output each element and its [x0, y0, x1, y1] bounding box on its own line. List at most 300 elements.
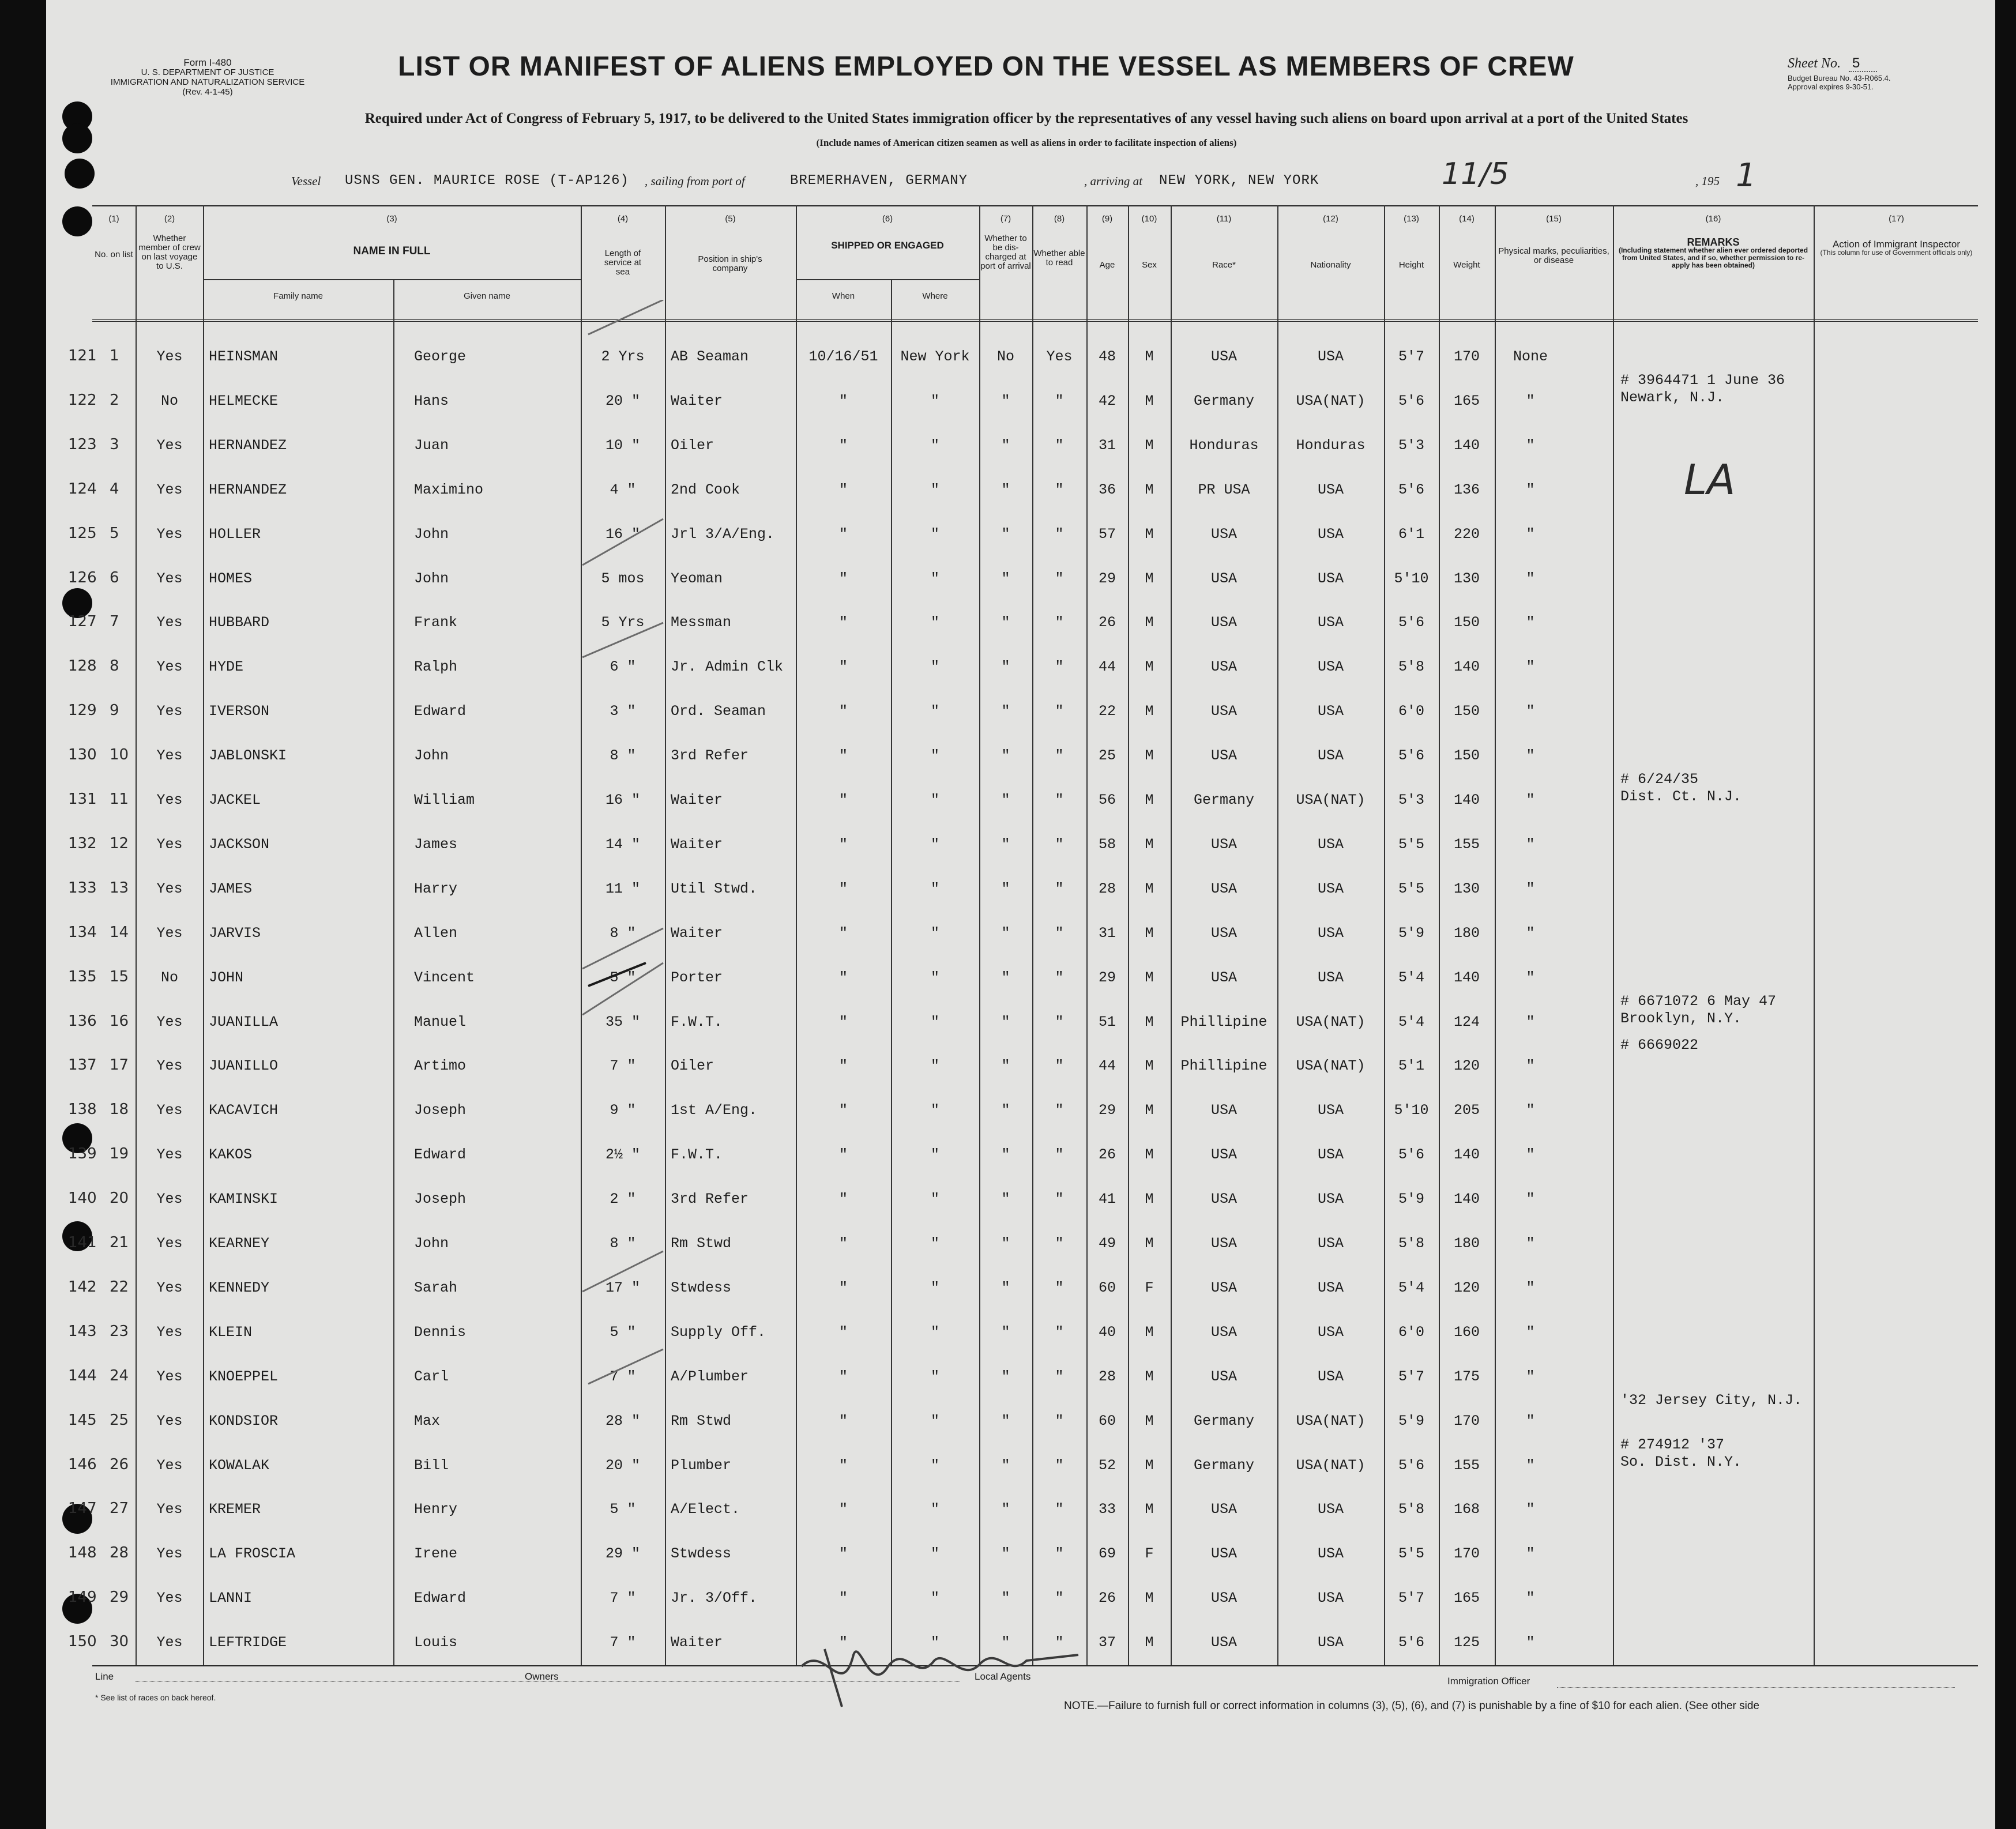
cell-where: "	[930, 1057, 939, 1074]
footer-penalty-note: NOTE.—Failure to furnish full or correct information in columns (3), (5), (6), and (7) is punishable by a fine of $10 for each alien. (See other side	[1064, 1700, 1759, 1712]
cell-read: "	[1055, 1146, 1064, 1163]
col2-num: (2)	[164, 214, 175, 224]
cell-given: Sarah	[414, 1279, 458, 1296]
cell-when: "	[838, 481, 848, 498]
cell-nat: USA	[1317, 526, 1344, 543]
form-number: Form I-480	[183, 57, 232, 68]
cell-disch: "	[1001, 437, 1010, 454]
cell-sex: M	[1145, 969, 1154, 986]
cell-phys: "	[1526, 1501, 1535, 1518]
line-number: 146	[68, 1456, 97, 1473]
cell-disch: "	[1001, 1324, 1010, 1341]
cell-service: 7 "	[610, 1057, 636, 1074]
cell-disch: "	[1001, 925, 1010, 942]
cell-height: 5'9	[1398, 1413, 1424, 1429]
cell-last: Yes	[156, 614, 183, 631]
cell-last: Yes	[156, 437, 183, 454]
cell-when: "	[838, 969, 848, 986]
cell-last: Yes	[156, 1146, 183, 1163]
cell-given: William	[414, 792, 475, 808]
cell-nat: USA	[1317, 1634, 1344, 1651]
line-number: 127	[68, 613, 97, 630]
col1-header	[92, 214, 136, 259]
cell-phys: "	[1526, 1368, 1535, 1385]
col-divider	[1814, 205, 1815, 1665]
cell-nat: USA	[1317, 747, 1344, 764]
cell-age: 26	[1098, 1590, 1116, 1606]
line-number: 122	[68, 392, 97, 409]
list-number: 16	[110, 1013, 129, 1030]
cell-disch: "	[1001, 1590, 1010, 1606]
line-number: 134	[68, 924, 97, 941]
cell-height: 5'8	[1398, 658, 1424, 675]
cell-family: HYDE	[209, 658, 244, 675]
cell-disch: "	[1001, 969, 1010, 986]
line-number: 129	[68, 702, 97, 719]
cell-weight: 165	[1453, 1590, 1480, 1606]
cell-weight: 140	[1453, 792, 1480, 808]
cell-weight: 180	[1453, 1235, 1480, 1252]
cell-service: 5 "	[610, 969, 636, 986]
cell-given: John	[414, 1235, 449, 1252]
cell-position: Yeoman	[671, 570, 723, 587]
cell-where: "	[930, 1634, 939, 1651]
cell-given: Edward	[414, 703, 467, 720]
cell-last: Yes	[156, 925, 183, 942]
where-header: Where	[922, 291, 948, 301]
punch-hole	[62, 123, 92, 153]
cell-height: 5'5	[1398, 1545, 1424, 1562]
cell-where: "	[930, 437, 939, 454]
cell-read: "	[1055, 1235, 1064, 1252]
cell-phys: "	[1526, 1634, 1535, 1651]
cell-nat: USA	[1317, 1235, 1344, 1252]
cell-age: 37	[1098, 1634, 1116, 1651]
cell-service: 10 "	[605, 437, 640, 454]
remarks-line: # 274912 '37	[1620, 1436, 1725, 1453]
cell-disch: "	[1001, 747, 1010, 764]
cell-last: Yes	[156, 1324, 183, 1341]
cell-when: "	[838, 1057, 848, 1074]
cell-when: "	[838, 1235, 848, 1252]
list-number: 9	[110, 702, 119, 719]
cell-given: Juan	[414, 437, 449, 454]
vessel-label: Vessel	[291, 174, 321, 188]
cell-last: Yes	[156, 1014, 183, 1030]
remarks-line: Brooklyn, N.Y.	[1620, 1010, 1742, 1027]
sheet-number	[1788, 55, 1877, 71]
cell-family: KNOEPPEL	[209, 1368, 279, 1385]
cell-where: "	[930, 836, 939, 853]
form-department: U. S. DEPARTMENT OF JUSTICE	[141, 67, 274, 77]
col13-header	[1385, 214, 1438, 270]
cell-read: "	[1055, 1014, 1064, 1030]
cell-last: Yes	[156, 836, 183, 853]
cell-family: HOMES	[209, 570, 253, 587]
col9-label: Age	[1099, 260, 1115, 270]
cell-weight: 150	[1453, 614, 1480, 631]
cell-height: 5'6	[1398, 747, 1424, 764]
col6-label: SHIPPED OR ENGAGED	[831, 240, 944, 251]
cell-sex: M	[1145, 747, 1154, 764]
cell-last: Yes	[156, 658, 183, 675]
line-number: 132	[68, 835, 97, 852]
cell-weight: 155	[1453, 1457, 1480, 1474]
cell-race: USA	[1210, 1368, 1237, 1385]
list-number: 4	[110, 480, 119, 498]
line-number: 125	[68, 525, 97, 542]
line-number: 148	[68, 1544, 97, 1561]
cell-disch: "	[1001, 1102, 1010, 1119]
cell-weight: 130	[1453, 570, 1480, 587]
cell-race: USA	[1210, 614, 1237, 631]
cell-height: 5'4	[1398, 1014, 1424, 1030]
cell-service: 8 "	[610, 1235, 636, 1252]
cell-when: "	[838, 1279, 848, 1296]
cell-weight: 170	[1453, 1545, 1480, 1562]
remarks-line: # 6671072 6 May 47	[1620, 993, 1777, 1010]
col13-num: (13)	[1404, 214, 1419, 224]
cell-age: 51	[1098, 1014, 1116, 1030]
line-number: 150	[68, 1633, 97, 1650]
cell-age: 58	[1098, 836, 1116, 853]
col-divider	[136, 205, 137, 1665]
line-number: 141	[68, 1234, 97, 1251]
cell-position: Rm Stwd	[671, 1235, 732, 1252]
col16-num: (16)	[1705, 214, 1721, 224]
cell-nat: USA	[1317, 925, 1344, 942]
list-number: 11	[110, 791, 129, 808]
list-number: 2	[110, 392, 119, 409]
cell-position: Jr. 3/Off.	[671, 1590, 758, 1606]
punch-hole	[65, 159, 95, 189]
cell-age: 29	[1098, 570, 1116, 587]
cell-given: Joseph	[414, 1102, 467, 1119]
cell-sex: M	[1145, 437, 1154, 454]
cell-read: "	[1055, 747, 1064, 764]
cell-disch: "	[1001, 1457, 1010, 1474]
col15-label: Physical marks, peculiarities, or disease	[1498, 246, 1609, 265]
cell-height: 5'5	[1398, 836, 1424, 853]
year-prefix: , 195	[1695, 174, 1720, 188]
cell-phys: "	[1526, 925, 1535, 942]
cell-nat: USA	[1317, 836, 1344, 853]
cell-phys: "	[1526, 880, 1535, 897]
col1-label: No. on list	[95, 250, 133, 259]
cell-height: 5'9	[1398, 925, 1424, 942]
col2-label: Whether member of crew on last voyage to U.S.	[138, 234, 201, 271]
cell-phys: "	[1526, 1279, 1535, 1296]
cell-family: KREMER	[209, 1501, 261, 1518]
cell-height: 6'0	[1398, 703, 1424, 720]
footer-line-label: Line	[95, 1671, 114, 1682]
cell-service: 28 "	[605, 1413, 640, 1429]
col9-header	[1088, 214, 1127, 270]
cell-sex: M	[1145, 481, 1154, 498]
cell-family: HOLLER	[209, 526, 261, 543]
line-number: 149	[68, 1589, 97, 1606]
cell-family: JACKSON	[209, 836, 270, 853]
cell-disch: "	[1001, 1191, 1010, 1207]
cell-family: KAKOS	[209, 1146, 253, 1163]
list-number: 17	[110, 1056, 129, 1074]
cell-family: IVERSON	[209, 703, 270, 720]
cell-height: 5'4	[1398, 969, 1424, 986]
cell-where: "	[930, 481, 939, 498]
col6-num: (6)	[882, 214, 893, 224]
table-top-rule	[92, 205, 1978, 206]
list-number: 22	[110, 1278, 129, 1296]
col17-num: (17)	[1889, 214, 1904, 224]
cell-position: Waiter	[671, 792, 723, 808]
cell-position: Messman	[671, 614, 732, 631]
cell-nat: USA	[1317, 570, 1344, 587]
col15-header	[1496, 214, 1612, 265]
cell-given: Manuel	[414, 1014, 467, 1030]
cell-given: Artimo	[414, 1057, 467, 1074]
cell-phys: "	[1526, 1191, 1535, 1207]
cell-where: "	[930, 969, 939, 986]
cell-last: Yes	[156, 1457, 183, 1474]
cell-height: 5'6	[1398, 1457, 1424, 1474]
cell-race: USA	[1210, 1102, 1237, 1119]
cell-when: "	[838, 1146, 848, 1163]
cell-where: "	[930, 1324, 939, 1341]
cell-phys: "	[1526, 836, 1535, 853]
cell-age: 52	[1098, 1457, 1116, 1474]
list-number: 3	[110, 436, 119, 453]
line-number: 142	[68, 1278, 97, 1296]
cell-sex: M	[1145, 1634, 1154, 1651]
cell-service: 7 "	[610, 1634, 636, 1651]
list-number: 27	[110, 1500, 129, 1517]
cell-disch: "	[1001, 1235, 1010, 1252]
cell-position: 3rd Refer	[671, 1191, 749, 1207]
list-number: 7	[110, 613, 119, 630]
cell-service: 9 "	[610, 1102, 636, 1119]
cell-read: "	[1055, 925, 1064, 942]
when-header: When	[832, 291, 855, 301]
line-number: 123	[68, 436, 97, 453]
col12-num: (12)	[1323, 214, 1338, 224]
cell-read: "	[1055, 1057, 1064, 1074]
cell-age: 44	[1098, 1057, 1116, 1074]
cell-last: Yes	[156, 526, 183, 543]
cell-disch: "	[1001, 1413, 1010, 1429]
budget-line-1: Budget Bureau No. 43-R065.4.	[1788, 74, 1891, 82]
cell-phys: "	[1526, 703, 1535, 720]
cell-service: 2½ "	[605, 1146, 640, 1163]
col5-header	[666, 214, 795, 273]
cell-position: 3rd Refer	[671, 747, 749, 764]
list-number: 10	[110, 746, 129, 763]
cell-height: 5'6	[1398, 1634, 1424, 1651]
cell-phys: "	[1526, 393, 1535, 409]
cell-nat: USA	[1317, 1324, 1344, 1341]
cell-service: 14 "	[605, 836, 640, 853]
cell-position: F.W.T.	[671, 1146, 723, 1163]
cell-position: Oiler	[671, 437, 714, 454]
cell-race: Germany	[1193, 1413, 1255, 1429]
cell-family: LEFTRIDGE	[209, 1634, 287, 1651]
cell-family: JOHN	[209, 969, 244, 986]
col7-label: Whether to be dis-charged at port of arrival	[980, 234, 1031, 271]
cell-phys: "	[1526, 614, 1535, 631]
cell-sex: M	[1145, 1324, 1154, 1341]
cell-age: 42	[1098, 393, 1116, 409]
cell-last: Yes	[156, 1102, 183, 1119]
cell-weight: 170	[1453, 348, 1480, 365]
cell-race: USA	[1210, 1235, 1237, 1252]
list-number: 15	[110, 968, 129, 985]
cell-race: USA	[1210, 747, 1237, 764]
cell-race: USA	[1210, 836, 1237, 853]
cell-when: "	[838, 393, 848, 409]
cell-race: USA	[1210, 1501, 1237, 1518]
cell-height: 6'1	[1398, 526, 1424, 543]
cell-race: USA	[1210, 880, 1237, 897]
cell-nat: USA(NAT)	[1296, 1014, 1366, 1030]
line-number: 121	[68, 347, 97, 364]
cell-service: 20 "	[605, 1457, 640, 1474]
cell-given: Irene	[414, 1545, 458, 1562]
cell-phys: "	[1526, 658, 1535, 675]
cell-race: USA	[1210, 1545, 1237, 1562]
list-number: 25	[110, 1412, 129, 1429]
cell-sex: M	[1145, 526, 1154, 543]
cell-disch: "	[1001, 658, 1010, 675]
col14-num: (14)	[1459, 214, 1475, 224]
cell-disch: "	[1001, 1014, 1010, 1030]
cell-read: "	[1055, 393, 1064, 409]
cell-read: "	[1055, 614, 1064, 631]
sailing-port: BREMERHAVEN, GERMANY	[790, 173, 968, 189]
cell-service: 3 "	[610, 703, 636, 720]
cell-height: 5'1	[1398, 1057, 1424, 1074]
list-number: 19	[110, 1145, 129, 1162]
vessel-name: USNS GEN. MAURICE ROSE (T-AP126)	[345, 173, 629, 189]
cell-given: John	[414, 747, 449, 764]
cell-where: "	[930, 1235, 939, 1252]
line-number: 128	[68, 657, 97, 675]
cell-last: Yes	[156, 880, 183, 897]
col8-num: (8)	[1054, 214, 1065, 224]
list-number: 14	[110, 924, 129, 941]
footer-local-agents-label: Local Agents	[975, 1671, 1031, 1682]
cell-position: AB Seaman	[671, 348, 749, 365]
cell-position: Porter	[671, 969, 723, 986]
cell-position: 2nd Cook	[671, 481, 740, 498]
cell-read: "	[1055, 481, 1064, 498]
cell-last: Yes	[156, 703, 183, 720]
length-of-service-tick-marks	[577, 300, 675, 1655]
list-number: 20	[110, 1190, 129, 1207]
col-divider	[203, 205, 204, 1665]
budget-line-2: Approval expires 9-30-51.	[1788, 82, 1874, 91]
cell-sex: M	[1145, 703, 1154, 720]
col5-num: (5)	[725, 214, 736, 224]
cell-when: "	[838, 658, 848, 675]
cell-age: 40	[1098, 1324, 1116, 1341]
cell-age: 60	[1098, 1413, 1116, 1429]
cell-disch: "	[1001, 1545, 1010, 1562]
col8-header	[1033, 214, 1085, 268]
cell-weight: 136	[1453, 481, 1480, 498]
cell-read: "	[1055, 880, 1064, 897]
cell-weight: 120	[1453, 1057, 1480, 1074]
cell-sex: F	[1145, 1545, 1154, 1562]
line-number: 139	[68, 1145, 97, 1162]
cell-when: "	[838, 747, 848, 764]
cell-given: Harry	[414, 880, 458, 897]
cell-sex: M	[1145, 836, 1154, 853]
cell-height: 5'6	[1398, 1146, 1424, 1163]
cell-family: LANNI	[209, 1590, 253, 1606]
cell-age: 48	[1098, 348, 1116, 365]
cell-disch: "	[1001, 703, 1010, 720]
list-number: 29	[110, 1589, 129, 1606]
col4-header	[582, 214, 664, 277]
arriving-label: , arriving at	[1084, 174, 1142, 188]
cell-age: 33	[1098, 1501, 1116, 1518]
cell-position: Oiler	[671, 1057, 714, 1074]
line-number: 136	[68, 1013, 97, 1030]
cell-given: Henry	[414, 1501, 458, 1518]
form-service: IMMIGRATION AND NATURALIZATION SERVICE	[110, 77, 305, 87]
cell-sex: M	[1145, 1146, 1154, 1163]
remarks-line: '32 Jersey City, N.J.	[1620, 1392, 1803, 1409]
cell-where: "	[930, 1014, 939, 1030]
cell-where: "	[930, 1501, 939, 1518]
cell-disch: "	[1001, 570, 1010, 587]
cell-disch: "	[1001, 1057, 1010, 1074]
col5-label: Position in ship's company	[698, 254, 762, 273]
cell-phys: "	[1526, 1014, 1535, 1030]
cell-height: 5'7	[1398, 1590, 1424, 1606]
cell-race: USA	[1210, 925, 1237, 942]
line-number: 126	[68, 569, 97, 586]
cell-position: Waiter	[671, 393, 723, 409]
footer-immigration-officer-label: Immigration Officer	[1447, 1676, 1530, 1687]
list-number: 18	[110, 1101, 129, 1118]
cell-phys: "	[1526, 1324, 1535, 1341]
cell-weight: 140	[1453, 1191, 1480, 1207]
col-divider	[393, 279, 394, 1665]
footer-race-note: * See list of races on back hereof.	[95, 1693, 216, 1702]
cell-weight: 155	[1453, 836, 1480, 853]
col13-label: Height	[1398, 260, 1424, 270]
cell-read: "	[1055, 1590, 1064, 1606]
cell-nat: USA	[1317, 614, 1344, 631]
col6-header	[797, 214, 978, 250]
cell-disch: "	[1001, 481, 1010, 498]
cell-service: 11 "	[605, 880, 640, 897]
year-handwritten: 1	[1736, 157, 1757, 194]
cell-last: No	[160, 393, 178, 409]
cell-weight: 120	[1453, 1279, 1480, 1296]
cell-where: "	[930, 1146, 939, 1163]
cell-nat: USA	[1317, 969, 1344, 986]
cell-given: Frank	[414, 614, 458, 631]
cell-when: "	[838, 1413, 848, 1429]
cell-disch: "	[1001, 1146, 1010, 1163]
cell-height: 5'8	[1398, 1235, 1424, 1252]
cell-age: 57	[1098, 526, 1116, 543]
cell-when: "	[838, 1102, 848, 1119]
cell-family: KENNEDY	[209, 1279, 270, 1296]
cell-when: "	[838, 1590, 848, 1606]
cell-service: 5 mos	[601, 570, 645, 587]
